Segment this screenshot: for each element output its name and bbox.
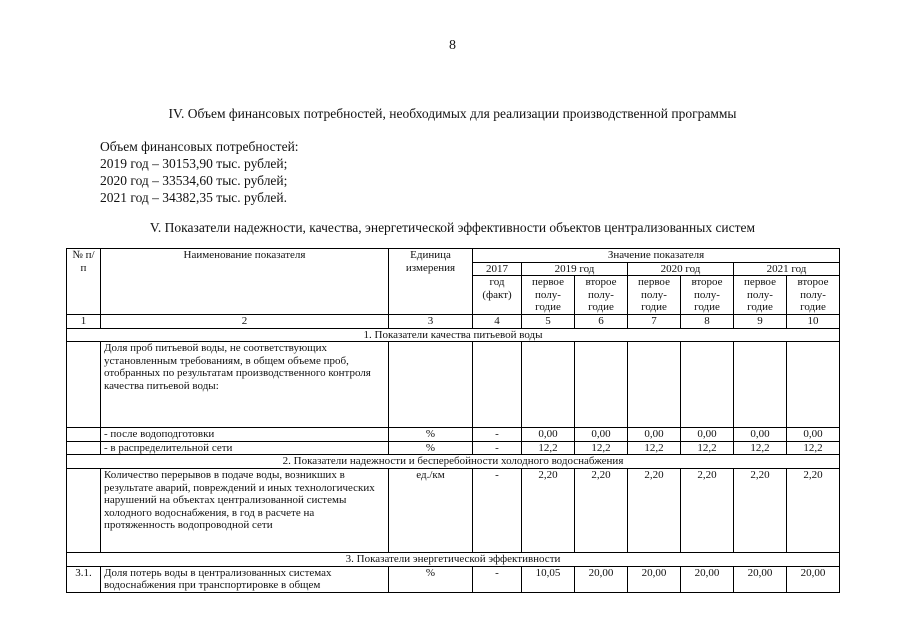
value-cell: 12,2 [787, 441, 840, 455]
value-2017: - [473, 566, 522, 592]
section-5-heading: V. Показатели надежности, качества, энергетической эффективности объектов централизованных систем [149, 220, 756, 235]
value-2017: - [473, 428, 522, 442]
section-row-2 [67, 455, 840, 469]
header-2017-fact: год (факт) [473, 276, 522, 315]
empty-cell [628, 342, 681, 428]
value-cell: 0,00 [681, 428, 734, 442]
value-cell: 10,05 [522, 566, 575, 592]
value-cell: 0,00 [575, 428, 628, 442]
finance-line-2021: 2021 год – 34382,35 тыс. рублей. [100, 190, 288, 205]
header-2020: 2020 год [628, 262, 734, 276]
value-cell: 12,2 [681, 441, 734, 455]
value-cell: 2,20 [787, 468, 840, 552]
value-2017: - [473, 468, 522, 552]
row-num: 3.1. [67, 566, 101, 592]
value-cell: 0,00 [734, 428, 787, 442]
col-num: 5 [522, 314, 575, 328]
unit-cell: % [389, 441, 473, 455]
col-num: 10 [787, 314, 840, 328]
row-name-water-loss: Доля потерь воды в централизованных системах водоснабжения при транспортировке в общем [101, 566, 389, 592]
finance-title: Объем финансовых потребностей: [100, 139, 299, 154]
unit-cell: % [389, 566, 473, 592]
table-row [67, 566, 840, 592]
empty-cell [389, 342, 473, 428]
value-cell: 0,00 [787, 428, 840, 442]
row-name: - в распределительной сети [101, 441, 389, 455]
header-2019-h1: первое полу-годие [522, 276, 575, 315]
header-row-1 [67, 249, 840, 263]
section-title-reliability: 2. Показатели надежности и бесперебойности холодного водоснабжения [67, 455, 840, 469]
value-cell: 20,00 [734, 566, 787, 592]
col-num: 7 [628, 314, 681, 328]
indicators-table [66, 248, 840, 593]
value-cell: 20,00 [681, 566, 734, 592]
value-cell: 12,2 [628, 441, 681, 455]
table-row [67, 428, 840, 442]
empty-cell [681, 342, 734, 428]
header-name: Наименование показателя [101, 249, 389, 315]
section-4-heading: IV. Объем финансовых потребностей, необходимых для реализации производственной программы [168, 106, 737, 121]
value-cell: 12,2 [522, 441, 575, 455]
value-cell: 20,00 [787, 566, 840, 592]
col-num: 8 [681, 314, 734, 328]
value-cell: 2,20 [628, 468, 681, 552]
section-title-quality: 1. Показатели качества питьевой воды [67, 328, 840, 342]
empty-cell [67, 468, 101, 552]
col-num: 4 [473, 314, 522, 328]
column-number-row [67, 314, 840, 328]
header-unit: Единица измерения [389, 249, 473, 315]
row-name-interruptions: Количество перерывов в подаче воды, возникших в результате аварий, повреждений и иных технологических нарушений на объектах централизованной системы холодного водоснабжения, в год в расчете на протяженность водопроводной сети [101, 468, 389, 552]
value-cell: 0,00 [628, 428, 681, 442]
col-num: 2 [101, 314, 389, 328]
section-row-1 [67, 328, 840, 342]
value-cell: 12,2 [575, 441, 628, 455]
header-num: № п/п [67, 249, 101, 315]
empty-cell [575, 342, 628, 428]
value-cell: 2,20 [575, 468, 628, 552]
header-2020-h2: второе полу-годие [681, 276, 734, 315]
header-2020-h1: первое полу-годие [628, 276, 681, 315]
table-row [67, 468, 840, 552]
table-row [67, 441, 840, 455]
empty-cell [522, 342, 575, 428]
finance-line-2019: 2019 год – 30153,90 тыс. рублей; [100, 156, 288, 171]
finance-block [100, 138, 299, 206]
header-2021-h2: второе полу-годие [787, 276, 840, 315]
value-2017: - [473, 441, 522, 455]
col-num: 1 [67, 314, 101, 328]
row-name-samples-share: Доля проб питьевой воды, не соответствующих установленным требованиям, в общем объеме проб, отобранных по результатам производственного контроля качества питьевой воды: [101, 342, 389, 428]
section-row-3 [67, 552, 840, 566]
col-num: 9 [734, 314, 787, 328]
finance-line-2020: 2020 год – 33534,60 тыс. рублей; [100, 173, 288, 188]
row-name: - после водоподготовки [101, 428, 389, 442]
unit-cell: ед./км [389, 468, 473, 552]
header-2019: 2019 год [522, 262, 628, 276]
empty-cell [67, 342, 101, 428]
col-num: 3 [389, 314, 473, 328]
header-2017: 2017 [473, 262, 522, 276]
empty-cell [734, 342, 787, 428]
value-cell: 2,20 [522, 468, 575, 552]
table-row [67, 342, 840, 428]
value-cell: 12,2 [734, 441, 787, 455]
header-2019-h2: второе полу-годие [575, 276, 628, 315]
value-cell: 2,20 [681, 468, 734, 552]
empty-cell [473, 342, 522, 428]
header-value: Значение показателя [473, 249, 840, 263]
section-title-energy: 3. Показатели энергетической эффективности [67, 552, 840, 566]
page-number: 8 [449, 38, 456, 53]
empty-cell [67, 441, 101, 455]
empty-cell [787, 342, 840, 428]
header-2021-h1: первое полу-годие [734, 276, 787, 315]
header-2021: 2021 год [734, 262, 840, 276]
value-cell: 20,00 [575, 566, 628, 592]
value-cell: 0,00 [522, 428, 575, 442]
col-num: 6 [575, 314, 628, 328]
unit-cell: % [389, 428, 473, 442]
value-cell: 20,00 [628, 566, 681, 592]
empty-cell [67, 428, 101, 442]
value-cell: 2,20 [734, 468, 787, 552]
